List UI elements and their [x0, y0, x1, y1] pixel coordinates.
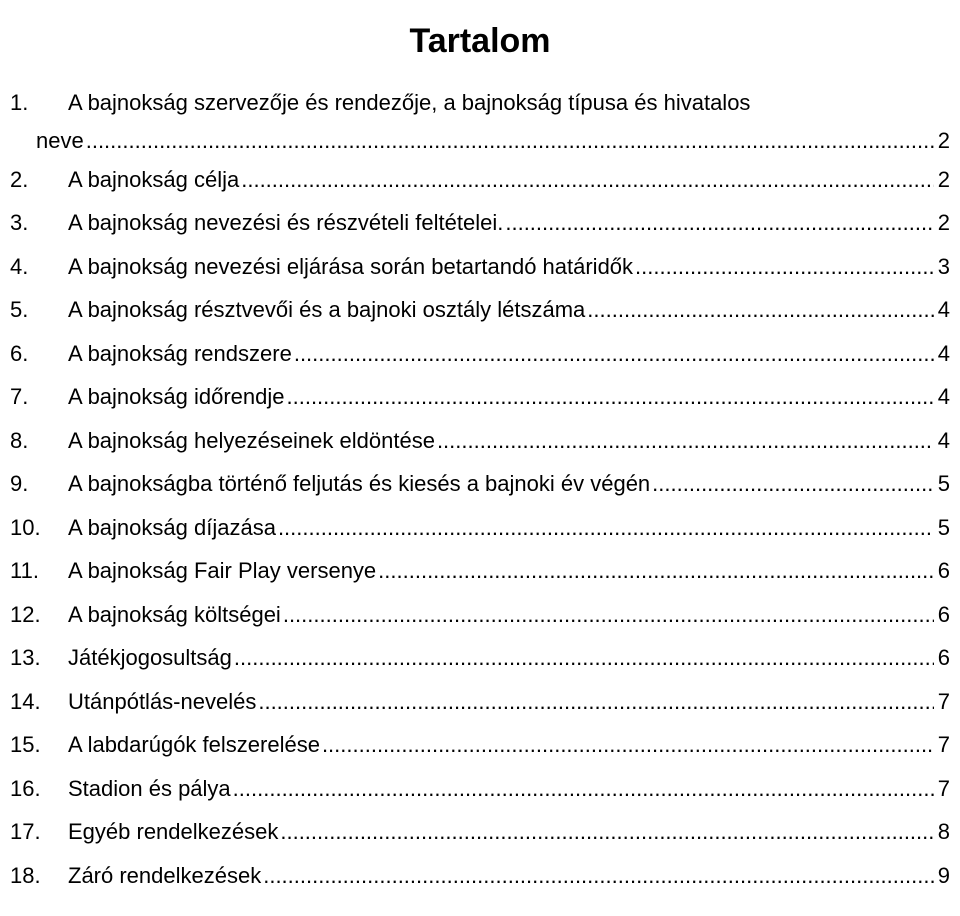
toc-entry-title: Záró rendelkezések [68, 863, 262, 888]
toc-entry-number: 16. [10, 776, 41, 801]
toc-dot-leader [283, 601, 934, 629]
toc-entry-line [68, 644, 950, 672]
toc-entry-page: 3 [937, 254, 950, 279]
toc-entry-title: A bajnokság helyezéseinek eldöntése [68, 428, 435, 453]
toc-dot-leader [587, 296, 933, 324]
toc-entry-title: A bajnokság időrendje [68, 384, 285, 409]
toc-entry-line [68, 775, 950, 803]
toc-entry[interactable] [0, 818, 960, 846]
toc-entry-number: 15. [10, 732, 41, 757]
toc-dot-leader [505, 209, 933, 237]
toc-entry-line [68, 862, 950, 890]
toc-entry-title: A labdarúgók felszerelése [68, 732, 320, 757]
toc-entry-page: 5 [937, 471, 950, 496]
toc-dot-leader [437, 427, 934, 455]
toc-entry-line [68, 514, 950, 542]
toc-entry-number: 5. [10, 297, 29, 322]
toc-entry[interactable] [0, 166, 960, 194]
toc-entry-number: 13. [10, 645, 41, 670]
toc-entry-page: 7 [937, 776, 950, 801]
toc-entry[interactable] [0, 644, 960, 672]
toc-entry-number: 7. [10, 384, 29, 409]
toc-entry-title: A bajnokság nevezési és részvételi feltételei. [68, 210, 504, 235]
toc-entry-line [68, 253, 950, 281]
toc-entry-number: 18. [10, 863, 41, 888]
toc-entry-title: Stadion és pálya [68, 776, 231, 801]
toc-entry-line [68, 688, 950, 716]
toc-entry-page: 6 [937, 558, 950, 583]
toc-entry-line [68, 601, 950, 629]
toc-entry-line [68, 340, 950, 368]
toc-entry[interactable] [0, 209, 960, 237]
toc-dot-leader [287, 383, 934, 411]
toc-entry-number: 9. [10, 471, 29, 496]
toc-entry[interactable] [0, 89, 960, 153]
toc-entry-page: 6 [937, 602, 950, 627]
toc-entry-line [68, 470, 950, 498]
toc-dot-leader [635, 253, 934, 281]
toc-entry-line [36, 127, 950, 155]
toc-dot-leader [258, 688, 933, 716]
toc-entry-title: A bajnokság célja [68, 167, 240, 192]
toc-entry-title: A bajnokság Fair Play versenye [68, 558, 377, 583]
toc-entry-page: 2 [937, 210, 950, 235]
toc-entry-line [68, 731, 950, 759]
toc-dot-leader [86, 127, 934, 155]
toc-entry-number: 1. [10, 90, 29, 115]
toc-entry-title: A bajnokság nevezési eljárása során betartandó határidők [68, 254, 634, 279]
toc-dot-leader [263, 862, 934, 890]
toc-dot-leader [378, 557, 934, 585]
toc-entry-number: 2. [10, 167, 29, 192]
toc-entry-title: Egyéb rendelkezések [68, 819, 279, 844]
toc-entry-title: A bajnokság résztvevői és a bajnoki osztály létszáma [68, 297, 586, 322]
toc-entry-title: A bajnokságba történő feljutás és kiesés a bajnoki év végén [68, 471, 651, 496]
toc-entry-page: 9 [937, 863, 950, 888]
toc-entry-number: 12. [10, 602, 41, 627]
toc-dot-leader [280, 818, 933, 846]
toc-entry-number: 10. [10, 515, 41, 540]
toc-dot-leader [278, 514, 934, 542]
toc-entry[interactable] [0, 688, 960, 716]
toc-entry[interactable] [0, 514, 960, 542]
toc-entry[interactable] [0, 470, 960, 498]
toc-entry[interactable] [0, 862, 960, 890]
toc-entry-line [68, 557, 950, 585]
toc-entry-title: Utánpótlás-nevelés [68, 689, 257, 714]
toc-entry-page: 5 [937, 515, 950, 540]
toc-entry-number: 17. [10, 819, 41, 844]
toc-entry-number: 6. [10, 341, 29, 366]
toc-entry[interactable] [0, 731, 960, 759]
toc-entry[interactable] [0, 427, 960, 455]
toc-entry[interactable] [0, 383, 960, 411]
toc-entry-line [68, 427, 950, 455]
toc-entry-page: 2 [937, 167, 950, 192]
toc-entry-page: 7 [937, 689, 950, 714]
toc-entry-title-line1: A bajnokság szervezője és rendezője, a bajnokság típusa és hivatalos [68, 90, 751, 115]
toc-entry-title: A bajnokság költségei [68, 602, 281, 627]
toc-entry-number: 3. [10, 210, 29, 235]
toc-entry-number: 11. [10, 558, 39, 583]
toc-entry-page: 4 [937, 384, 950, 409]
toc-entry-number: 4. [10, 254, 29, 279]
toc-entry-page: 4 [937, 297, 950, 322]
toc-entry-page: 2 [937, 128, 950, 153]
toc-entry-line [68, 296, 950, 324]
toc-entry-page: 7 [937, 732, 950, 757]
toc-entry-title: A bajnokság díjazása [68, 515, 276, 540]
toc-dot-leader [294, 340, 934, 368]
page-title: Tartalom [409, 21, 551, 60]
toc-entry-number: 8. [10, 428, 29, 453]
toc-entry-line [68, 383, 950, 411]
toc-entry-title: Játékjogosultság [68, 645, 232, 670]
toc-dot-leader [652, 470, 934, 498]
toc-entry-line [68, 209, 950, 237]
toc-entry[interactable] [0, 296, 960, 324]
toc-entry-line [68, 818, 950, 846]
toc-entry-page: 6 [937, 645, 950, 670]
toc-entry[interactable] [0, 253, 960, 281]
toc-entry-line [68, 166, 950, 194]
toc-dot-leader [233, 775, 934, 803]
toc-entry[interactable] [0, 557, 960, 585]
toc-dot-leader [322, 731, 934, 759]
toc-entry[interactable] [0, 775, 960, 803]
toc-entry-number: 14. [10, 689, 41, 714]
toc-entry-page: 4 [937, 428, 950, 453]
toc-dot-leader [241, 166, 934, 194]
toc-entry-title: A bajnokság rendszere [68, 341, 292, 366]
toc-entry-title: neve [36, 128, 84, 153]
toc-entry-page: 4 [937, 341, 950, 366]
toc-entry[interactable] [0, 340, 960, 368]
toc-entry[interactable] [0, 601, 960, 629]
toc-dot-leader [234, 644, 934, 672]
toc-entry-page: 8 [937, 819, 950, 844]
